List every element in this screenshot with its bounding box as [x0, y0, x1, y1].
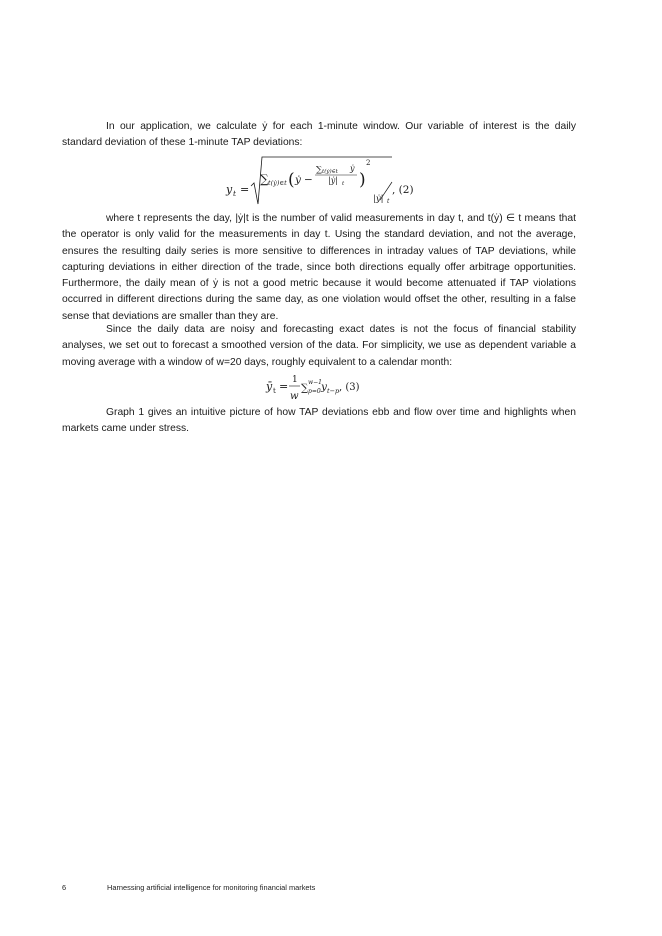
eq2-open-paren: (	[288, 170, 295, 190]
eq2-equals: =	[240, 183, 250, 196]
eq2-label: , (2)	[392, 184, 414, 196]
eq2-lhs-sub: t	[233, 189, 237, 198]
paragraph-graph-intro-text: Graph 1 gives an intuitive picture of how TAP deviations ebb and flow over time and highlights when markets came under stress.	[62, 407, 576, 435]
eq3-frac-num: 1	[292, 375, 298, 385]
eq2-outer-den-sub: t	[387, 198, 390, 205]
paragraph-intro-text: In our application, we calculate ẏ for each 1-minute window. Our variable of interest is the daily standard deviation of these 1-minute TAP deviations:	[62, 121, 576, 149]
eq2-inner-den: |ẏ|	[328, 176, 338, 185]
paragraph-explanation-text: where t represents the day, |ẏ|t is the number of valid measurements in day t, and t(ẏ) ∈ t means that the operator is only valid for the measurements in day t. Using the standard deviation, and not the average, ensures the resulting daily series is more sensitive to differences in intraday values of TAP deviations, while capturing deviations in either direction of the trade, since both directions equally offer arbitrage opportunities. Furthermore, the daily mean of ẏ is not a good metric because it would become attenuated if TAP violations occurred in different directions during the same day, as one violation would offset the other, resulting in a false sense that deviations are smaller than they are.	[62, 213, 576, 322]
eq2-power: 2	[366, 159, 371, 167]
eq2-inner-ydot: ẏ	[350, 164, 355, 173]
eq2-inner-sum-sub: t(ẏ)∈t	[322, 169, 338, 175]
eq3-sum-sub: p=0	[308, 388, 321, 395]
eq3-frac-den: w	[290, 391, 299, 402]
eq3-sum-sup: w−1	[308, 379, 322, 386]
eq2-outer-den: |ẏ|	[373, 194, 384, 204]
eq2-lhs: y	[226, 183, 233, 196]
paragraph-intro	[62, 119, 576, 152]
paragraph-explanation	[62, 211, 576, 325]
eq3-term-sub: t−p	[327, 387, 340, 395]
eq3-label: , (3)	[339, 382, 360, 393]
eq2-ydot: ẏ	[295, 174, 301, 186]
eq3-sum-sign: ∑	[301, 383, 309, 394]
eq2-sum-sub: t(ẏ)∈t	[268, 179, 287, 187]
eq2-close-paren: )	[359, 170, 366, 190]
eq3-term: y	[321, 381, 327, 393]
paragraph-smoothing	[62, 322, 576, 371]
running-title: Harnessing artificial intelligence for monitoring financial markets	[107, 883, 316, 892]
equation-3	[262, 370, 362, 404]
page-number: 6	[62, 883, 67, 892]
eq2-sum-sign: ∑	[260, 172, 269, 186]
eq2-inner-den-sub: t	[342, 181, 345, 187]
eq3-lhs-sub: t	[273, 387, 276, 395]
equation-2	[220, 152, 420, 208]
eq2-minus: −	[304, 174, 313, 186]
eq3-equals: =	[279, 380, 289, 393]
paragraph-smoothing-text: Since the daily data are noisy and forecasting exact dates is not the focus of financial stability analyses, we set out to forecast a smoothed version of the data. For simplicity, we use as dependent variable a moving average with a window of w=20 days, roughly equivalent to a calendar month:	[62, 324, 576, 368]
paragraph-graph-intro	[62, 405, 576, 438]
eq3-lhs: ȳ	[266, 380, 273, 393]
eq2-inner-sum-sign: ∑	[316, 165, 323, 175]
